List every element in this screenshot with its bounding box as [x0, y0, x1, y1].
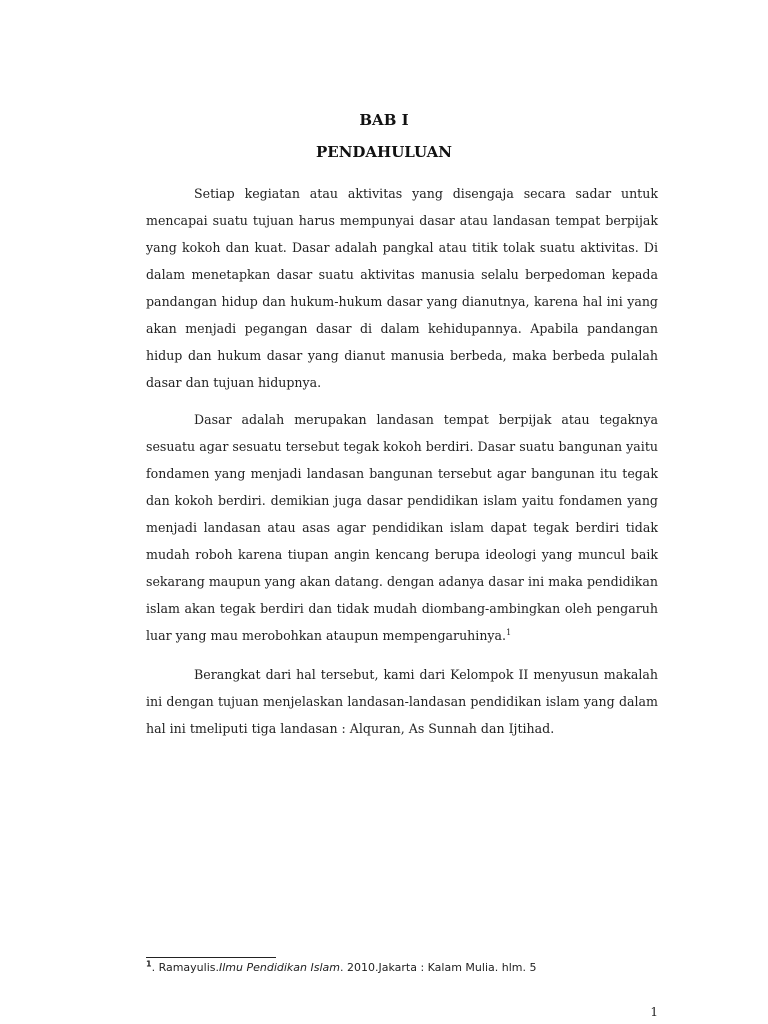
- footnote-prefix: . Ramayulis.: [151, 961, 219, 974]
- page-number: 1: [650, 1005, 658, 1019]
- footnote-separator: [146, 957, 276, 958]
- paragraph-2: [146, 406, 658, 649]
- chapter-number: BAB I: [359, 111, 409, 129]
- paragraph-text: Setiap kegiatan atau aktivitas yang disengaja secara sadar untuk mencapai suatu tujuan harus mempunyai dasar atau landasan tempat berpijak yang kokoh dan kuat. Dasar adalah pangkal atau titik tolak suatu aktivitas. Di dalam menetapkan dasar suatu aktivitas manusia selalu berpedoman kepada pandangan hidup dan hukum-hukum dasar yang dianutnya, karena hal ini yang akan menjadi pegangan dasar di dalam kehidupannya. Apabila pandangan hidup dan hukum dasar yang dianut manusia berbeda, maka berbeda pulalah dasar dan tujuan hidupnya.: [146, 186, 658, 390]
- footnote-reference[interactable]: 1: [506, 627, 512, 637]
- paragraph-3: [146, 661, 658, 742]
- footnote-suffix: . 2010.Jakarta : Kalam Mulia. hlm. 5: [340, 961, 537, 974]
- footnote: [146, 961, 536, 974]
- footnote-book-title: Ilmu Pendidikan Islam: [219, 961, 340, 974]
- footnote-mark: 1: [146, 959, 152, 969]
- paragraph-text: Berangkat dari hal tersebut, kami dari Kelompok II menyusun makalah ini dengan tujuan menjelaskan landasan-landasan pendidikan islam yang dalam hal ini tmeliputi tiga landasan : Alquran, As Sunnah dan Ijtihad.: [146, 667, 658, 736]
- paragraph-text: Dasar adalah merupakan landasan tempat berpijak atau tegaknya sesuatu agar sesuatu tersebut tegak kokoh berdiri. Dasar suatu bangunan yaitu fondamen yang menjadi landasan bangunan tersebut agar bangunan itu tegak dan kokoh berdiri. demikian juga dasar pendidikan islam yaitu fondamen yang menjadi landasan atau asas agar pendidikan islam dapat tegak berdiri tidak mudah roboh karena tiupan angin kencang berupa ideologi yang muncul baik sekarang maupun yang akan datang. dengan adanya dasar ini maka pendidikan islam akan tegak berdiri dan tidak mudah diombang-ambingkan oleh pengaruh luar yang mau merobohkan ataupun mempengaruhinya.: [146, 412, 658, 643]
- chapter-title: PENDAHULUAN: [315, 143, 453, 161]
- paragraph-1: [146, 180, 658, 396]
